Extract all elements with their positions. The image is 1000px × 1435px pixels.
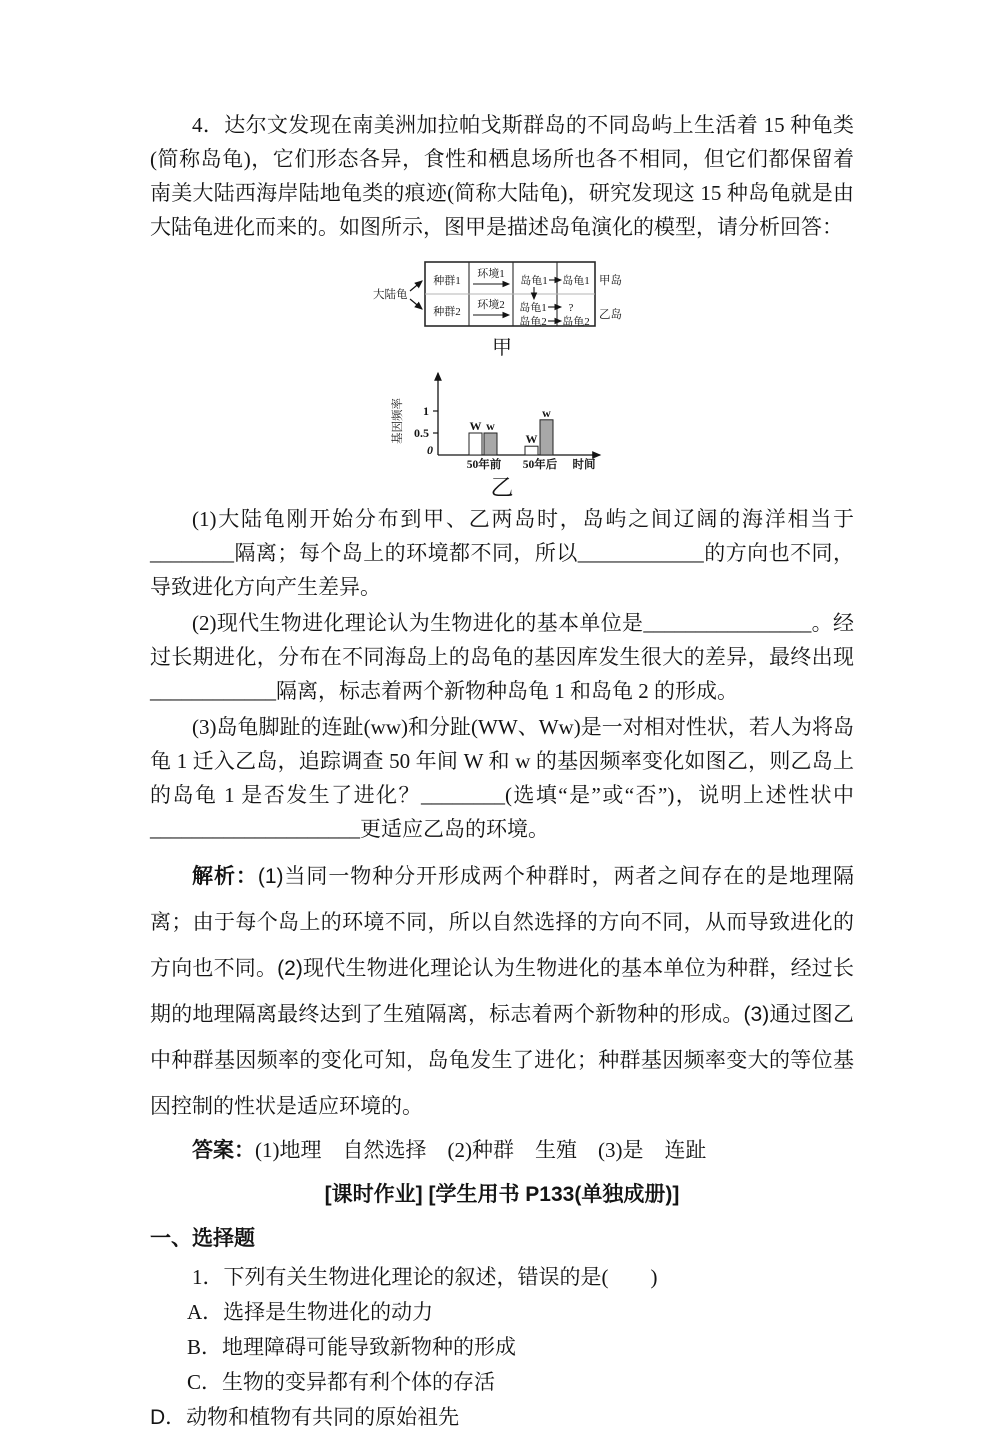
island-jia-label: 甲岛 <box>599 275 622 287</box>
y-tick-label-05: 0.5 <box>414 426 429 440</box>
island-yi-label: 乙岛 <box>599 309 622 321</box>
figure-yi <box>150 359 854 500</box>
option-c: C．生物的变异都有利个体的存活 <box>187 1370 496 1394</box>
evolution-model-diagram <box>373 254 631 332</box>
bars-group <box>467 406 558 471</box>
question-1: 1．下列有关生物进化理论的叙述，错误的是( ) <box>192 1265 658 1289</box>
answer-paragraph <box>150 1132 854 1169</box>
sub-question-1: (1)大陆龟刚开始分布到甲、乙两岛时，岛屿之间辽阔的海洋相当于________隔离；每个岛上的环境都不同，所以____________的方向也不同，导致进化方向产生差异。 <box>150 507 854 599</box>
turtle1-end-label: 岛龟1 <box>562 275 590 287</box>
bar-series-label: w <box>486 419 495 433</box>
option-b: B．地理障碍可能导致新物种的形成 <box>187 1335 517 1359</box>
fork-arrow-up-icon <box>410 281 422 291</box>
turtle2-mid-label: 岛龟2 <box>519 316 547 328</box>
x-category-label: 50年后 <box>522 459 558 471</box>
option-d: D．动物和植物有共同的原始祖先 <box>150 1406 460 1429</box>
bar-series-label: w <box>542 405 551 420</box>
population2-label: 种群2 <box>433 306 461 318</box>
diagram-root-label: 大陆龟 <box>373 289 408 301</box>
answer-label: 答案： <box>192 1139 255 1162</box>
turtle1-mid-label: 岛龟1 <box>520 275 548 287</box>
unknown-outcome-label: ? <box>568 302 574 314</box>
bar-w-1 <box>540 420 553 455</box>
y-tick-label-1: 1 <box>423 404 429 418</box>
fork-arrow-down-icon <box>410 299 422 309</box>
analysis-paragraph <box>150 854 854 1130</box>
analysis-label: 解析： <box>192 865 258 888</box>
sub-question-2: (2)现代生物进化理论认为生物进化的基本单位是________________。经过长期进化，分布在不同海岛上的岛龟的基因库发生很大的差异，最终出现____________隔离，标志着两个新物种岛龟 1 和岛龟 2 的形成。 <box>150 611 854 703</box>
turtle1-migrant-label: 岛龟1 <box>519 302 547 314</box>
analysis-text: (1)当同一物种分开形成两个种群时，两者之间存在的是地理隔离；由于每个岛上的环境不同，所以自然选择的方向不同，从而导致进化的方向也不同。(2)现代生物进化理论认为生物进化的基本单位为种群，经过长期的地理隔离最终达到了生殖隔离，标志着两个新物种的形成。(3)通过图乙中种群基因频率的变化可知，岛龟发生了进化；种群基因频率变大的等位基因控制的性状是适应环境的。 <box>150 865 854 1118</box>
gene-frequency-chart <box>386 359 618 471</box>
figure-yi-caption: 乙 <box>490 475 514 500</box>
bar-series-label: W <box>469 419 482 433</box>
bar-W-1 <box>525 446 538 455</box>
question-4-intro: 4．达尔文发现在南美洲加拉帕戈斯群岛的不同岛屿上生活着 15 种龟类(简称岛龟)，它们形态各异，食性和栖息场所也各不相同，但它们都保留着南美大陆西海岸陆地龟类的痕迹(简称大陆龟)，研究发现这 15 种岛龟就是由大陆龟进化而来的。如图所示，图甲是描述岛龟演化的模型，请分析回答： <box>150 113 854 239</box>
option-a: A．选择是生物进化的动力 <box>187 1300 434 1324</box>
answer-text: (1)地理 自然选择 (2)种群 生殖 (3)是 连趾 <box>255 1138 707 1162</box>
y-axis-label: 基因频率 <box>392 398 404 444</box>
y-tick-label-0: 0 <box>427 443 433 457</box>
population1-label: 种群1 <box>433 275 461 287</box>
turtle2-end-label: 岛龟2 <box>562 316 590 328</box>
figure-jia <box>150 254 854 359</box>
x-axis-label: 时间 <box>572 459 596 471</box>
environment1-label: 环境1 <box>477 268 505 280</box>
figure-jia-caption: 甲 <box>492 337 512 359</box>
section-title: 一、选择题 <box>150 1227 255 1250</box>
sub-question-3: (3)岛龟脚趾的连趾(ww)和分趾(WW、Ww)是一对相对性状，若人为将岛龟 1 迁入乙岛，追踪调查 50 年间 W 和 w 的基因频率变化如图乙，则乙岛上的岛龟 1 是否发生了进化？________(选填“是”或“否”)，说明上述性状中____________________更适应乙岛的环境。 <box>150 715 854 841</box>
bar-W-0 <box>469 433 482 455</box>
environment2-label: 环境2 <box>477 299 505 311</box>
homework-header: [课时作业] [学生用书 P133(单独成册)] <box>324 1183 680 1206</box>
bar-w-0 <box>484 433 497 455</box>
x-category-label: 50年前 <box>466 459 502 471</box>
bar-series-label: W <box>525 432 538 447</box>
